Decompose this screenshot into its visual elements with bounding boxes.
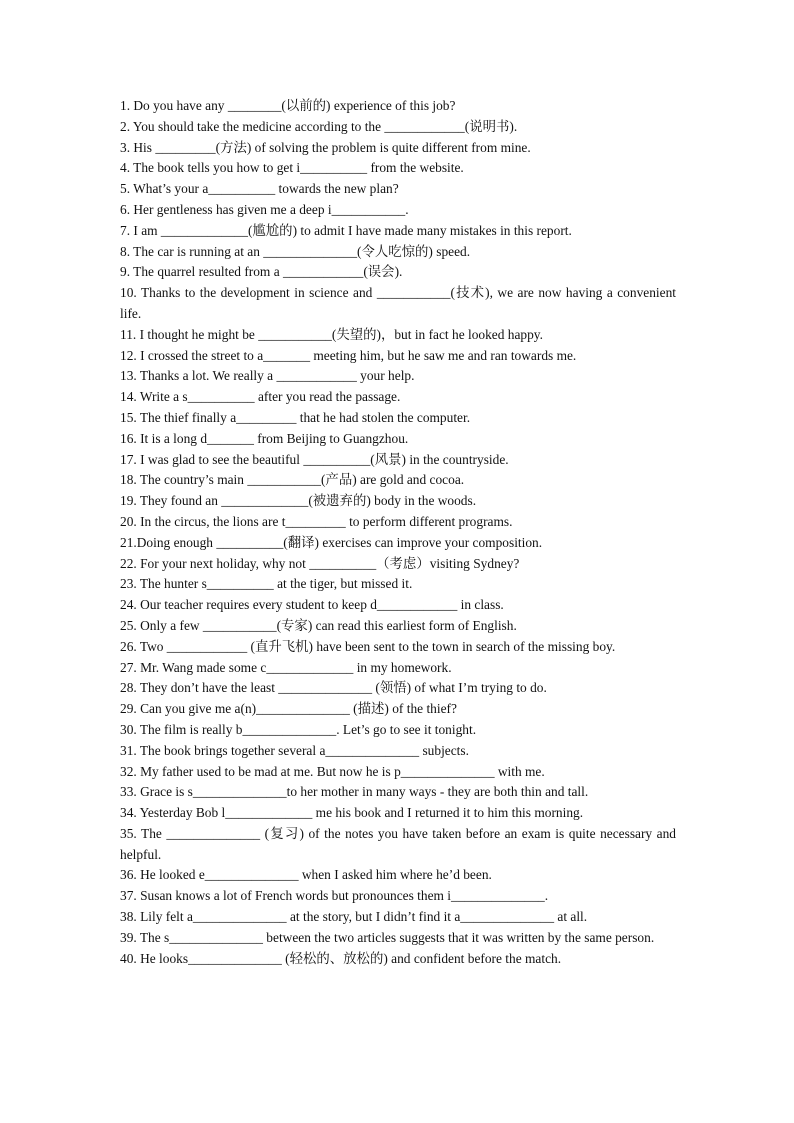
exercise-item-7: 7. I am _____________(尴尬的) to admit I have made many mistakes in this report. (120, 222, 572, 238)
exercise-item-14: 14. Write a s__________ after you read the passage. (120, 389, 401, 405)
exercise-item-22: 22. For your next holiday, why not __________（考虑）visiting Sydney? (120, 555, 520, 571)
exercise-item-33: 33. Grace is s______________to her mother in many ways - they are both thin and tall. (120, 784, 589, 800)
exercise-item-18: 18. The country’s main ___________(产品) are gold and cocoa. (120, 472, 465, 488)
exercise-item-5: 5. What’s your a__________ towards the new plan? (120, 181, 399, 197)
exercise-item-15: 15. The thief finally a_________ that he had stolen the computer. (120, 409, 471, 425)
exercise-item-25: 25. Only a few ___________(专家) can read this earliest form of English. (120, 617, 517, 633)
exercise-item-2: 2. You should take the medicine according to the ____________(说明书). (120, 118, 518, 134)
exercise-item-8: 8. The car is running at an ______________(令人吃惊的) speed. (120, 243, 471, 259)
exercise-item-37: 37. Susan knows a lot of French words but pronounces them i______________. (120, 888, 549, 904)
exercise-item-9: 9. The quarrel resulted from a ____________(误会). (120, 264, 403, 280)
exercise-item-6: 6. Her gentleness has given me a deep i___________. (120, 201, 409, 217)
exercise-item-40: 40. He looks______________ (轻松的、放松的) and confident before the match. (120, 950, 562, 966)
exercise-item-24: 24. Our teacher requires every student to keep d____________ in class. (120, 597, 504, 613)
exercise-item-21: 21.Doing enough __________(翻译) exercises can improve your composition. (120, 534, 543, 550)
exercise-item-28: 28. They don’t have the least ______________ (领悟) of what I’m trying to do. (120, 680, 547, 696)
exercise-item-35: 35. The ______________ (复习) of the notes you have taken before an exam is quite necessary and helpful. (120, 825, 676, 862)
exercise-item-38: 38. Lily felt a______________ at the story, but I didn’t find it a______________ at all. (120, 909, 588, 925)
exercise-item-1: 1. Do you have any ________(以前的) experience of this job? (120, 98, 456, 113)
exercise-item-32: 32. My father used to be mad at me. But now he is p______________ with me. (120, 763, 545, 779)
exercise-item-27: 27. Mr. Wang made some c_____________ in my homework. (120, 659, 452, 675)
exercise-item-11: 11. I thought he might be ___________(失望的)，but in fact he looked happy. (120, 326, 543, 342)
exercise-item-20: 20. In the circus, the lions are t_________ to perform different programs. (120, 513, 513, 529)
exercise-item-4: 4. The book tells you how to get i__________ from the website. (120, 160, 464, 176)
exercise-item-36: 36. He looked e______________ when I asked him where he’d been. (120, 867, 492, 883)
exercise-item-34: 34. Yesterday Bob l_____________ me his book and I returned it to him this morning. (120, 805, 584, 821)
exercise-item-3: 3. His _________(方法) of solving the problem is quite different from mine. (120, 139, 531, 155)
exercise-item-10: 10. Thanks to the development in science and ___________(技术), we are now having a convenient life. (120, 285, 676, 321)
exercise-list (120, 96, 676, 969)
exercise-item-31: 31. The book brings together several a______________ subjects. (120, 742, 469, 758)
exercise-item-39: 39. The s______________ between the two articles suggests that it was written by the same person. (120, 929, 655, 945)
exercise-item-23: 23. The hunter s__________ at the tiger, but missed it. (120, 576, 413, 592)
exercise-item-26: 26. Two ____________ (直升飞机) have been sent to the town in search of the missing boy. (120, 638, 616, 654)
exercise-item-12: 12. I crossed the street to a_______ meeting him, but he saw me and ran towards me. (120, 347, 577, 363)
exercise-item-13: 13. Thanks a lot. We really a ____________ your help. (120, 368, 415, 384)
exercise-item-30: 30. The film is really b______________. Let’s go to see it tonight. (120, 721, 477, 737)
exercise-item-19: 19. They found an _____________(被遗弃的) body in the woods. (120, 493, 477, 509)
exercise-item-16: 16. It is a long d_______ from Beijing to Guangzhou. (120, 430, 409, 446)
exercise-item-17: 17. I was glad to see the beautiful __________(风景) in the countryside. (120, 451, 509, 467)
exercise-item-29: 29. Can you give me a(n)______________ (描述) of the thief? (120, 701, 457, 717)
